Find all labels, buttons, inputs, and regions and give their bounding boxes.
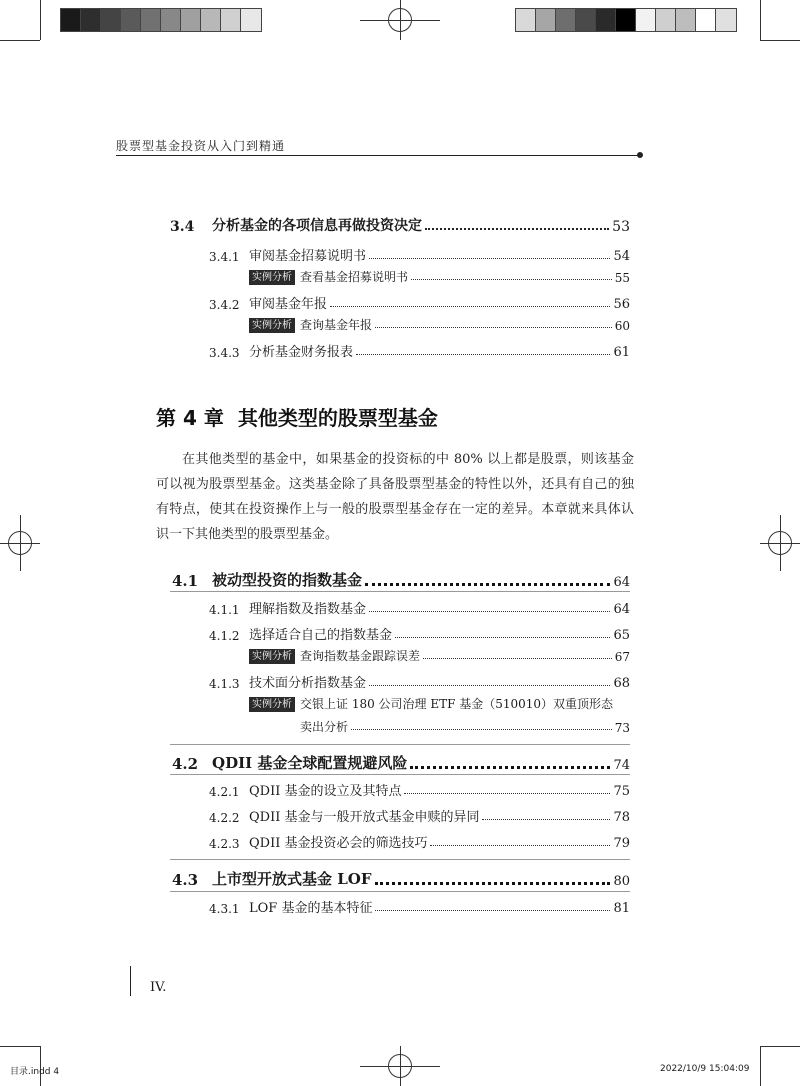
section-title: 分析基金的各项信息再做投资决定	[212, 218, 422, 234]
section-divider	[170, 744, 630, 745]
page-number: 75	[613, 784, 630, 799]
subsection-number: 3.4.1	[209, 250, 240, 264]
section-number: 4.1	[172, 572, 199, 590]
chapter-number: 第 4 章	[156, 406, 224, 430]
case-study-badge: 实例分析	[249, 697, 295, 712]
color-swatch	[536, 9, 556, 31]
section-number: 4.2	[172, 755, 199, 773]
page-number: 64	[613, 602, 630, 617]
section-title: QDII 基金全球配置规避风险	[212, 754, 408, 772]
toc-section-4-2[interactable]	[172, 752, 630, 773]
page-number: 56	[613, 297, 630, 312]
toc-subsection-4-1-3[interactable]	[209, 672, 630, 691]
color-swatch	[221, 9, 241, 31]
page-number: 67	[614, 650, 630, 664]
page-number: 78	[613, 810, 630, 825]
dot-leader	[330, 306, 610, 307]
case-study-badge: 实例分析	[249, 649, 295, 664]
toc-subsection-4-2-3[interactable]	[209, 832, 630, 851]
dot-leader	[369, 685, 610, 686]
dot-leader	[411, 279, 612, 280]
color-swatch	[141, 9, 161, 31]
toc-section-3-4[interactable]	[170, 215, 630, 235]
subsection-number: 4.1.3	[209, 677, 240, 691]
running-header: 股票型基金投资从入门到精通	[116, 139, 286, 153]
subsection-title: 审阅基金招募说明书	[249, 249, 367, 264]
dot-leader	[375, 327, 612, 328]
page-number: 68	[613, 676, 630, 691]
section-number: 4.3	[172, 871, 199, 889]
color-swatch	[576, 9, 596, 31]
subsection-title: 技术面分析指数基金	[249, 676, 367, 691]
slug-filename: 目录.indd 4	[10, 1067, 60, 1077]
color-swatch	[161, 9, 181, 31]
subsection-number: 4.1.1	[209, 603, 240, 617]
subsection-title: 理解指数及指数基金	[249, 602, 367, 617]
dot-leader	[375, 910, 610, 911]
subsection-number: 4.3.1	[209, 902, 240, 916]
dot-leader	[404, 793, 610, 794]
page-number: 54	[613, 249, 630, 264]
color-swatch	[656, 9, 676, 31]
section-title: 被动型投资的指数基金	[212, 571, 363, 589]
dot-leader	[369, 258, 610, 259]
dot-leader	[395, 637, 610, 638]
dot-leader	[430, 845, 610, 846]
subsection-title: QDII 基金投资必会的筛选技巧	[249, 836, 428, 851]
case-study-badge: 实例分析	[249, 318, 295, 333]
slug-datetime: 2022/10/9 15:04:09	[660, 1064, 750, 1074]
crop-mark	[760, 40, 800, 41]
page-number: 53	[612, 219, 630, 235]
page-number: 73	[614, 721, 630, 735]
subsection-title: 审阅基金年报	[249, 297, 328, 312]
toc-subsection-4-2-2[interactable]	[209, 806, 630, 825]
toc-case-study[interactable]	[249, 316, 630, 333]
color-swatch	[201, 9, 221, 31]
color-swatch	[121, 9, 141, 31]
subsection-title: 分析基金财务报表	[249, 345, 354, 360]
color-swatch	[61, 9, 81, 31]
color-swatch	[716, 9, 736, 31]
page-number: 64	[613, 575, 630, 590]
crop-mark	[760, 1046, 800, 1047]
subsection-title: QDII 基金的设立及其特点	[249, 784, 402, 799]
toc-subsection-3-4-1[interactable]	[209, 245, 630, 264]
section-divider	[170, 591, 630, 592]
crop-mark	[40, 0, 41, 40]
chapter-title: 其他类型的股票型基金	[237, 406, 438, 430]
header-dot	[637, 152, 643, 158]
subsection-number: 4.2.3	[209, 837, 240, 851]
toc-subsection-4-1-2[interactable]	[209, 624, 630, 643]
toc-subsection-4-2-1[interactable]	[209, 780, 630, 799]
folio-rule	[130, 966, 131, 996]
dot-leader	[375, 882, 611, 885]
case-study-title: 查询指数基金跟踪误差	[300, 649, 421, 663]
toc-subsection-3-4-3[interactable]	[209, 341, 630, 360]
page-number: 61	[613, 345, 630, 360]
toc-subsection-4-1-1[interactable]	[209, 598, 630, 617]
subsection-number: 4.2.1	[209, 785, 240, 799]
color-swatch	[181, 9, 201, 31]
crop-mark	[0, 1046, 40, 1047]
page-number: 55	[614, 271, 630, 285]
dot-leader	[356, 354, 610, 355]
color-swatch	[516, 9, 536, 31]
subsection-number: 4.1.2	[209, 629, 240, 643]
color-swatch	[596, 9, 616, 31]
case-study-title: 查询基金年报	[300, 318, 373, 332]
dot-leader	[425, 228, 609, 230]
dot-leader	[365, 583, 610, 586]
dot-leader	[482, 819, 610, 820]
subsection-title: LOF 基金的基本特征	[249, 901, 373, 916]
chapter-heading	[156, 402, 438, 431]
page-number: 65	[613, 628, 630, 643]
color-swatch	[636, 9, 656, 31]
case-study-title-continued: 卖出分析	[300, 720, 349, 734]
toc-subsection-4-3-1[interactable]	[209, 897, 630, 916]
page-number: 81	[613, 901, 630, 916]
color-swatch	[101, 9, 121, 31]
toc-case-study[interactable]	[249, 695, 630, 712]
crop-mark	[0, 40, 40, 41]
color-bar-right	[515, 8, 737, 32]
subsection-title: QDII 基金与一般开放式基金申赎的异同	[249, 810, 480, 825]
crop-mark	[760, 1046, 761, 1086]
color-swatch	[241, 9, 261, 31]
color-swatch	[616, 9, 636, 31]
toc-case-study[interactable]	[249, 268, 630, 285]
dot-leader	[351, 729, 612, 730]
page-folio: IV.	[150, 980, 167, 995]
crop-mark	[760, 0, 761, 40]
toc-case-study[interactable]	[249, 647, 630, 664]
case-study-badge: 实例分析	[249, 270, 295, 285]
subsection-title: 选择适合自己的指数基金	[249, 628, 393, 643]
case-study-title: 交银上证 180 公司治理 ETF 基金（510010）双重顶形态	[300, 697, 614, 711]
page-number: 74	[613, 758, 630, 773]
page-number: 60	[614, 319, 630, 333]
page-number: 79	[613, 836, 630, 851]
section-divider	[170, 891, 630, 892]
toc-case-study-continued[interactable]	[300, 718, 630, 735]
case-study-title: 查看基金招募说明书	[300, 270, 409, 284]
color-swatch	[556, 9, 576, 31]
page-number: 80	[613, 874, 630, 889]
section-title: 上市型开放式基金 LOF	[212, 870, 372, 888]
dot-leader	[410, 766, 610, 769]
header-rule	[116, 155, 641, 156]
chapter-intro: 在其他类型的基金中，如果基金的投资标的中 80% 以上都是股票，则该基金可以视为股票型基金。这类基金除了具备股票型基金的特性以外，还具有自己的独有特点，使其在投资操作上与一般的股票型基金存在一定的差异。本章就来具体认识一下其他类型的股票型基金。	[156, 452, 634, 542]
color-swatch	[696, 9, 716, 31]
toc-section-4-1[interactable]	[172, 569, 630, 590]
toc-subsection-3-4-2[interactable]	[209, 293, 630, 312]
color-bar-left	[60, 8, 262, 32]
subsection-number: 3.4.3	[209, 346, 240, 360]
dot-leader	[369, 611, 610, 612]
color-swatch	[81, 9, 101, 31]
section-divider	[170, 774, 630, 775]
dot-leader	[423, 658, 612, 659]
section-number: 3.4	[170, 219, 195, 235]
toc-section-4-3[interactable]	[172, 868, 630, 889]
subsection-number: 4.2.2	[209, 811, 240, 825]
color-swatch	[676, 9, 696, 31]
subsection-number: 3.4.2	[209, 298, 240, 312]
section-divider	[170, 859, 630, 860]
